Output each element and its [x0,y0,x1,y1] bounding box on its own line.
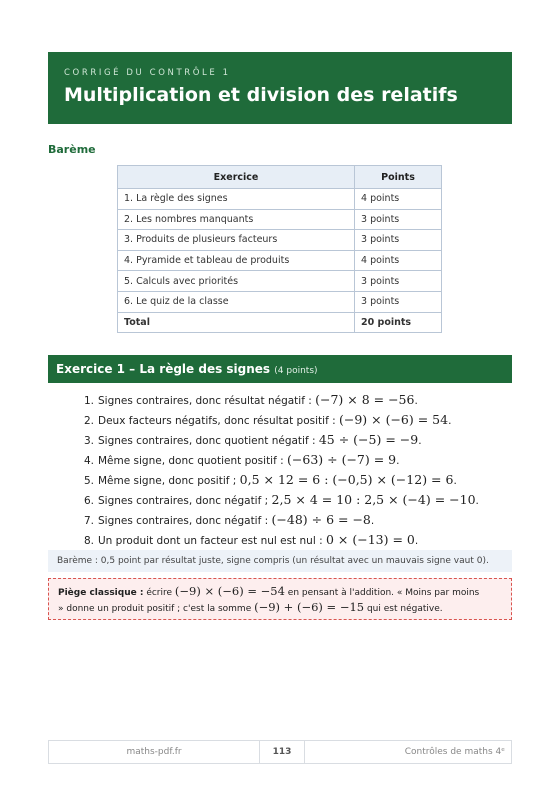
trap-text-4: qui est négative. [364,604,443,614]
exercise-cell: 1. La règle des signes [118,189,355,210]
item-math: (−9) × (−6) = 54 [338,412,449,427]
column-header-points: Points [355,166,442,189]
footer-site: maths-pdf.fr [126,747,182,757]
item-text: Signes contraires, donc négatif : [98,515,272,527]
item-number: 8. [83,535,94,547]
item-math: 0,5 × 12 = 6 : (−0,5) × (−12) = 6 [239,472,454,487]
item-number: 6. [83,495,94,507]
list-item [78,470,479,490]
list-item [78,410,479,430]
trap-math-2: (−9) + (−6) = −15 [254,600,365,614]
item-number: 7. [83,515,94,527]
header-supertitle: CORRIGÉ DU CONTRÔLE 1 [64,68,231,78]
trap-text-2: en pensant à l'addition. « Moins par moins [284,588,480,598]
item-math: (−63) ÷ (−7) = 9 [287,452,397,467]
page-title: Multiplication et division des relatifs [64,84,458,106]
total-points: 20 points [355,312,442,333]
item-text: Signes contraires, donc résultat négatif : [98,395,316,407]
table-row [118,250,442,271]
item-end: . [448,415,452,427]
item-text: Un produit dont un facteur est nul est nul : [98,535,326,547]
exercise-cell: 6. Le quiz de la classe [118,291,355,312]
page-header [48,52,512,124]
list-item [78,390,479,410]
table-row [118,271,442,292]
exercise-cell: 4. Pyramide et tableau de produits [118,250,355,271]
list-item [78,510,479,530]
points-cell: 3 points [355,291,442,312]
scoring-note [48,550,512,572]
item-number: 5. [83,475,94,487]
item-end: . [414,535,419,547]
item-math: (−48) ÷ 6 = −8 [271,512,371,527]
item-text: Même signe, donc quotient positif : [98,455,288,467]
points-cell: 3 points [355,271,442,292]
item-end: . [453,475,457,487]
trap-label: Piège classique : [58,588,144,598]
answer-list [78,390,479,550]
bareme-label: Barème [48,143,96,156]
table-row [118,209,442,230]
list-item [78,490,479,510]
trap-text-3: » donne un produit positif ; c'est la somme [58,604,255,614]
item-text: Même signe, donc positif ; [98,475,240,487]
exercise-1-title: Exercice 1 – La règle des signes [56,362,271,376]
bareme-table [117,165,442,333]
item-number: 2. [83,415,94,427]
trap-text-1: écrire [143,588,175,598]
item-math: 45 ÷ (−5) = −9 [318,432,419,447]
exercise-1-points: (4 points) [274,366,318,376]
item-end: . [418,435,422,447]
item-text: Deux facteurs négatifs, donc résultat positif : [98,415,339,427]
list-item [78,530,479,550]
exercise-1-header [48,355,512,383]
table-row [118,189,442,210]
item-math: 0 × (−13) = 0 [325,532,415,547]
item-text: Signes contraires, donc négatif ; [98,495,272,507]
total-row [118,312,442,333]
item-math: 2,5 × 4 = 10 : 2,5 × (−4) = −10 [271,492,476,507]
item-number: 1. [83,395,94,407]
item-end: . [475,495,479,507]
item-number: 4. [83,455,94,467]
list-item [78,450,479,470]
item-math: (−7) × 8 = −56 [315,392,415,407]
exercise-cell: 5. Calculs avec priorités [118,271,355,292]
classic-trap-box [48,578,512,620]
list-item [78,430,479,450]
scoring-note-text: Barème : 0,5 point par résultat juste, signe compris (un résultat avec un mauvais signe vaut 0). [57,556,489,566]
item-text: Signes contraires, donc quotient négatif : [98,435,319,447]
points-cell: 4 points [355,189,442,210]
item-end: . [396,455,400,467]
item-end: . [370,515,375,527]
points-cell: 4 points [355,250,442,271]
points-cell: 3 points [355,209,442,230]
footer-collection: Contrôles de maths 4ᵉ [404,747,505,757]
item-number: 3. [83,435,94,447]
trap-math-1: (−9) × (−6) = −54 [174,584,285,598]
table-row [118,230,442,251]
item-end: . [414,395,418,407]
column-header-exercice: Exercice [118,166,355,189]
total-label: Total [118,312,355,333]
points-cell: 3 points [355,230,442,251]
table-row [118,291,442,312]
table-header-row [118,166,442,189]
exercise-cell: 2. Les nombres manquants [118,209,355,230]
page-footer [48,740,512,764]
page-number: 113 [259,741,305,763]
exercise-cell: 3. Produits de plusieurs facteurs [118,230,355,251]
